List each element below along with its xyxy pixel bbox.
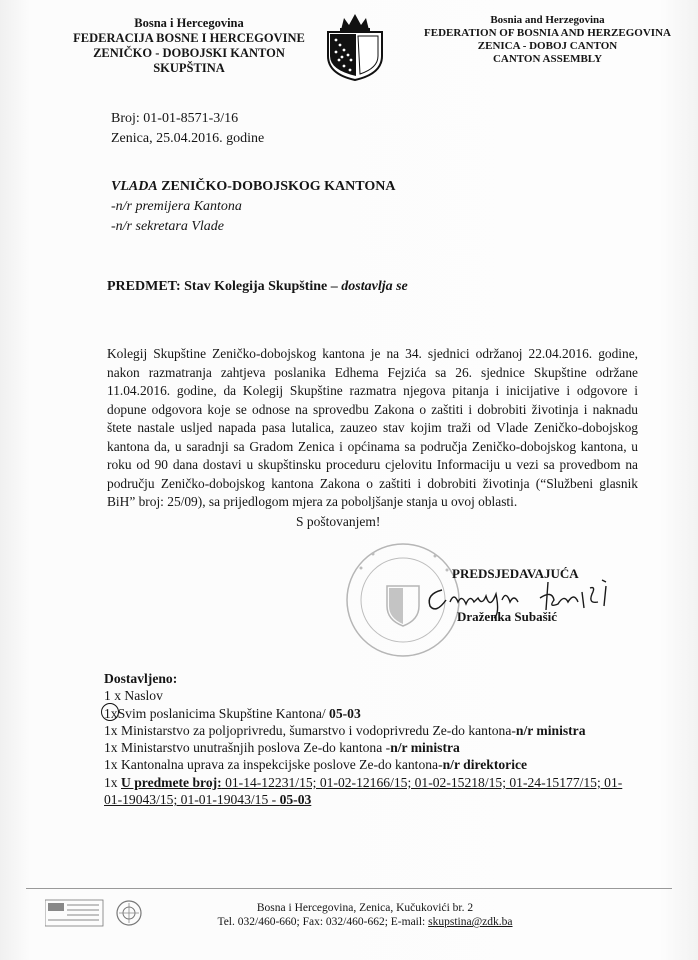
header-right-line-2: FEDERATION OF BOSNIA AND HERZEGOVINA (424, 27, 671, 39)
coat-of-arms-icon (324, 10, 386, 82)
header-left-line-4: SKUPŠTINA (153, 61, 225, 75)
header-right (410, 14, 685, 66)
footer-email-link[interactable]: skupstina@zdk.ba (428, 916, 513, 928)
footer-address: Bosna i Hercegovina, Zenica, Kučukovići br. 2 (256, 902, 474, 914)
distribution-list (104, 670, 622, 808)
recipient-name-italic: VLADA (111, 179, 158, 194)
footer-divider (26, 888, 672, 889)
subject-label: PREDMET: Stav Kolegija Skupštine – (107, 279, 342, 294)
distribution-item-attention: n/r direktorice (442, 757, 528, 773)
distribution-item-text: Svim poslanicima Skupštine Kantona/ (117, 705, 330, 721)
recipient-attention-1: -n/r premijera Kantona (111, 199, 242, 214)
reference-number: Broj: 01-01-8571-3/16 (111, 111, 239, 126)
recipient-name-rest: ZENIČKO-DOBOJSKOG KANTONA (157, 179, 396, 194)
body-paragraph: Kolegij Skupštine Zeničko-dobojskog kantona je na 34. sjednici održanoj 22.04.2016. godine, nakon razmatranja zahtjeva poslanika Edhema Fejzića sa 26. sjednice Skupštine održane 11.04.2016. godine, da Kolegij Skupštine razmatra njegova pitanja i inicijative i odgovore i dopune odgovora koje se odnose na sprovedbu Zakona o zaštiti i dobrobiti životinja i naknadu štete nastale usljed napada pasa lutalica, zauzeo stav kojim traži od Vlade Zeničko-dobojskog kantona da, u saradnji sa Gradom Zenica i općinama sa područja Zeničko-dobojskog kantona, u roku od 90 dana dostavi u skupštinsku proceduru cjelovitu Informaciju u vezi sa provedbom na području Zeničko-dobojskog kantona Zakona o zaštiti i dobrobiti životinja (“Službeni glasnik BiH” broj: 25/09), sa prijedlogom mjera za poboljšanje stanja u ovoj oblasti. (107, 346, 638, 509)
header-left (58, 16, 320, 76)
distribution-item-code: 05-03 (279, 792, 312, 808)
distribution-item-case-label: U predmete broj: (121, 774, 222, 790)
reference-date: Zenica, 25.04.2016. godine (111, 131, 265, 146)
header-right-line-4: CANTON ASSEMBLY (492, 53, 603, 65)
reference-block (111, 109, 264, 149)
distribution-item (104, 791, 622, 808)
signatory-title: PREDSJEDAVAJUĆA (452, 566, 579, 581)
header-left-line-3: ZENIČKO - DOBOJSKI KANTON (93, 46, 285, 60)
recipient-attention-2: -n/r sekretara Vlade (111, 219, 225, 234)
distribution-item-text: 1x Ministarstvo za poljoprivredu, šumarstvo i vodoprivredu Ze-do kantona- (104, 722, 516, 738)
header-right-line-1: Bosnia and Herzegovina (490, 14, 605, 26)
footer-contact-text: Tel. 032/460-660; Fax: 032/460-662; E-mail: (217, 916, 429, 928)
distribution-case-refs: 01-14-12231/15; 01-02-12166/15; 01-02-15218/15; 01-24-15177/15; 01- (221, 774, 623, 790)
distribution-item (104, 774, 622, 791)
distribution-item-text: 1x Ministarstvo unutrašnjih poslova Ze-do kantona - (104, 740, 391, 756)
recipient-block (111, 177, 395, 237)
footer-block (200, 901, 530, 929)
closing-greeting: S poštovanjem! (296, 514, 381, 529)
distribution-item-prefix: 1x (104, 774, 121, 790)
subject-italic: dostavlja se (341, 279, 408, 294)
distribution-item (104, 705, 622, 722)
recipient-name (111, 177, 395, 197)
footer-contact (200, 915, 530, 929)
signatory-name: Draženka Subašić (457, 609, 558, 624)
distribution-item: 1 x Naslov (104, 688, 163, 704)
distribution-item-code: 05-03 (329, 705, 361, 721)
header-left-line-2: FEDERACIJA BOSNE I HERCEGOVINE (73, 31, 305, 45)
distribution-item (104, 756, 622, 773)
subject-line (107, 279, 408, 295)
header-right-line-3: ZENICA - DOBOJ CANTON (477, 40, 618, 52)
certification-logo-icon (45, 898, 153, 928)
distribution-item-attention: n/r ministra (515, 722, 586, 738)
distribution-item-text: 1x Kantonalna uprava za inspekcijske poslove Ze-do kantona- (104, 757, 443, 773)
distribution-case-refs: 01-19043/15; 01-01-19043/15 - (104, 792, 280, 808)
distribution-item (104, 739, 622, 756)
distribution-item-attention: n/r ministra (390, 740, 460, 756)
distribution-item-prefix: 1x (104, 705, 118, 721)
header-left-line-1: Bosna i Hercegovina (134, 16, 244, 30)
distribution-item (104, 722, 622, 739)
distribution-label: Dostavljeno: (104, 671, 178, 686)
